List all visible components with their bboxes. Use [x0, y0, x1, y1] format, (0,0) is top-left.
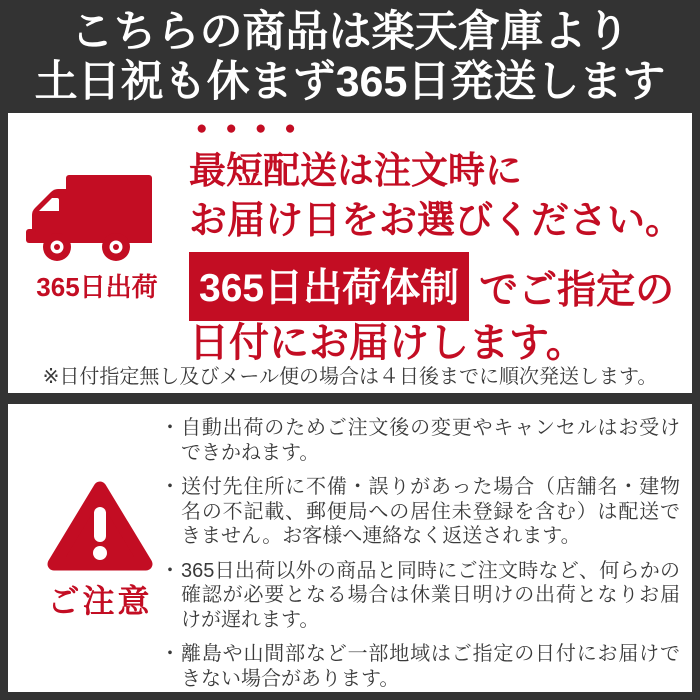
shipping-badge-suffix: でご指定の	[479, 268, 675, 312]
warning-triangle-icon	[34, 478, 166, 572]
caution-list	[160, 416, 680, 700]
header-banner	[0, 0, 700, 113]
caution-label: ご注意	[47, 583, 153, 619]
truck-badge-group	[20, 173, 174, 304]
emphasis-dots: ●●●●	[196, 118, 314, 139]
shipping-panel	[8, 113, 692, 393]
shipping-system-badge: 365日出荷体制	[189, 252, 469, 321]
shipping-headline-line-2: お届け日をお選びください。	[189, 200, 684, 242]
caution-item: ・ 365日出荷以外の商品と同時にご注文時など、何らかの確認が必要となる場合は休業日明けの出荷となりお届けが遅れます。	[160, 559, 680, 633]
delivery-date-line: 日付にお届けします。	[189, 321, 586, 365]
delivery-truck-icon	[20, 173, 174, 265]
caution-item: ・ 自動出荷のためご注文後の変更やキャンセルはお受けできかねます。	[160, 416, 680, 465]
caution-panel	[8, 404, 692, 692]
caution-badge-group	[34, 478, 166, 622]
truck-label: 365日出荷	[36, 272, 158, 302]
caution-item: ・ 離島や山間部など一部地域はご指定の日付にお届けできない場合があります。	[160, 642, 680, 691]
header-line-2: 土日祝も休まず365日発送します	[34, 57, 666, 106]
shipping-note: ※日付指定無し及びメール便の場合は４日後までに順次発送します。	[42, 366, 658, 388]
header-line-1: こちらの商品は楽天倉庫より	[70, 7, 630, 56]
shipping-headline-line-1: 最短配送は注文時に	[189, 150, 522, 191]
caution-item: ・ 送付先住所に不備・誤りがあった場合（店舗名・建物名の不記載、郵便局への居住未登録を含む）は配送できません。お客様へ連絡なく返送されます。	[160, 475, 680, 549]
